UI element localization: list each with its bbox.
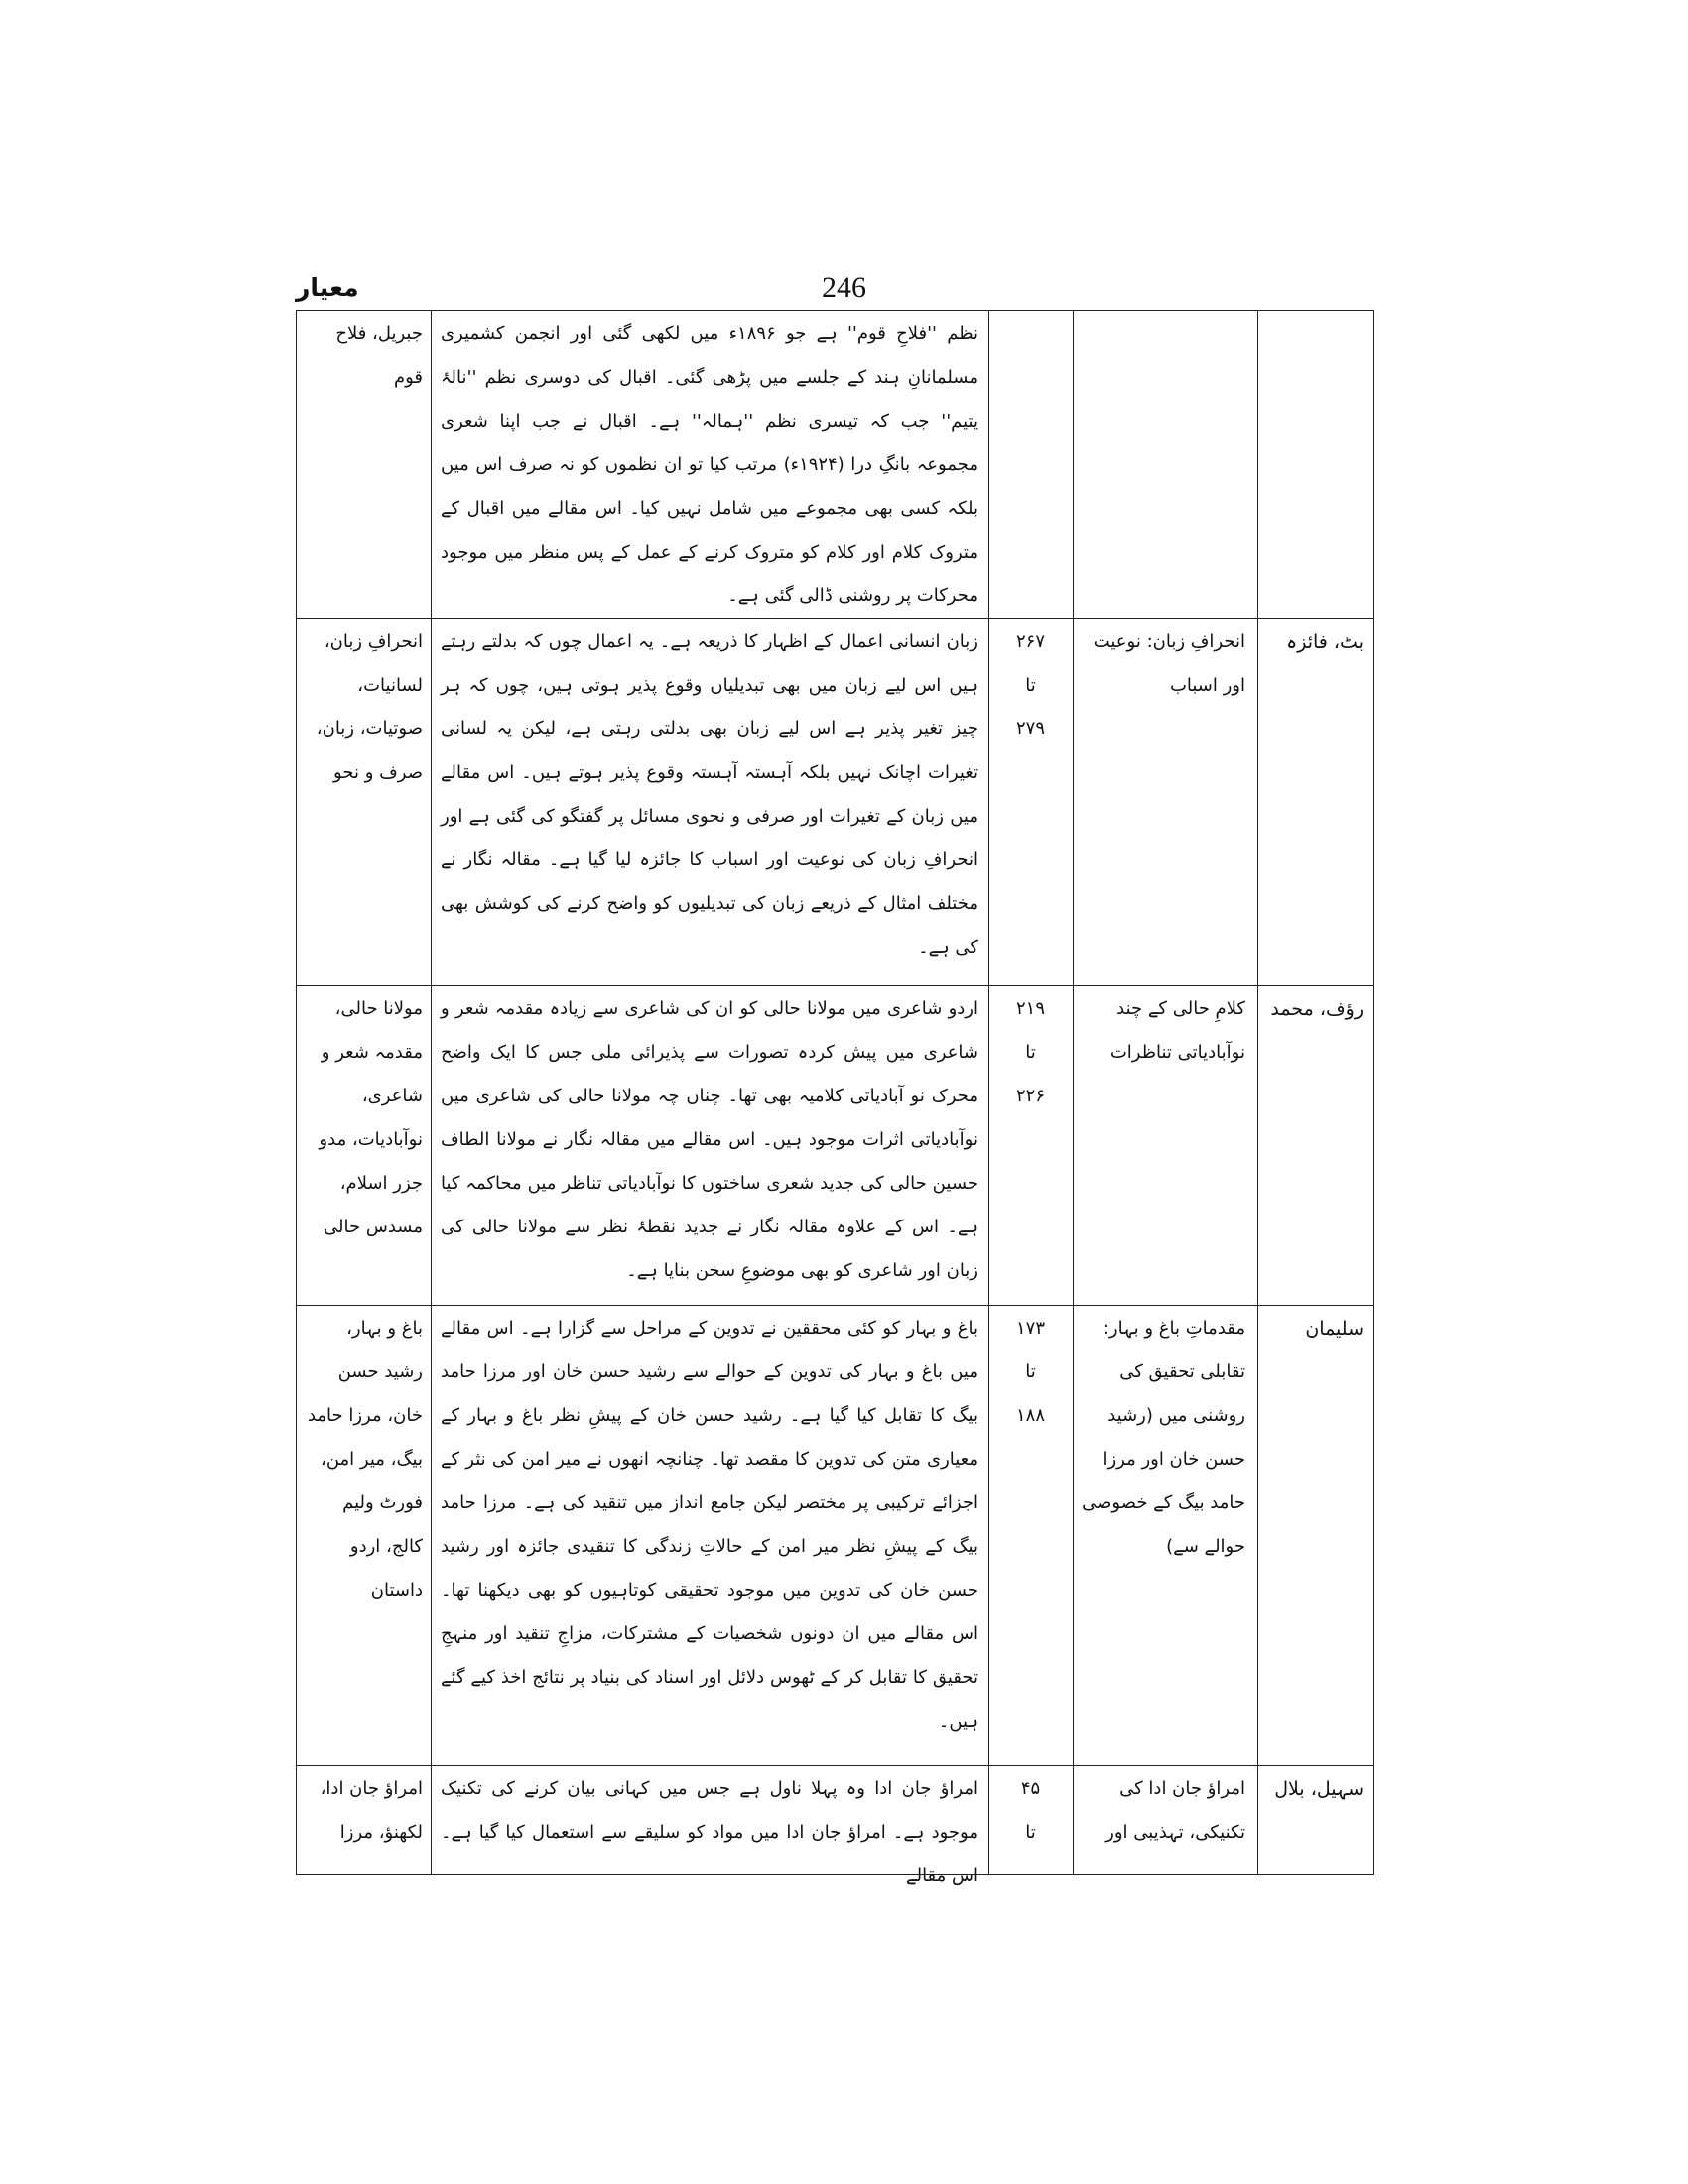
abstract-cell: امراؤ جان ادا وہ پہلا ناول ہے جس میں کہانی بیان کرنے کی تکنیک موجود ہے۔ امراؤ جان ادا میں مواد کو سلیقے سے استعمال کیا گیا ہے۔ اس مقالے (441, 1778, 978, 1886)
abstract-cell: نظم ''فلاحِ قوم'' ہے جو ۱۸۹۶ء میں لکھی گئی اور انجمن کشمیری مسلمانانِ ہند کے جلسے میں پڑھی گئی۔ اقبال کی دوسری نظم ''نالۂ یتیم'' جب کہ تیسری نظم ''ہمالہ'' ہے۔ اقبال نے جب اپنا شعری مجموعہ بانگِ درا (۱۹۲۴ء) مرتب کیا تو ان نظموں کو نہ صرف اس میں بلکہ کسی بھی مجموعے میں شامل نہیں کیا۔ اس مقالے میں اقبال کے متروک کلام اور کلام کو متروک کرنے کے عمل کے پس منظر میں موجود محرکات پر روشنی ڈالی گئی ہے۔ (441, 323, 978, 606)
page-start: ۲۶۷ (1015, 631, 1045, 652)
page-range-word: تا (1025, 1822, 1036, 1843)
author-cell: سہیل، بلال (1274, 1778, 1363, 1800)
running-head-journal-title: معیار (296, 273, 359, 302)
keywords-cell: جبریل، فلاح قوم (335, 323, 423, 388)
page-start: ۱۷۳ (1015, 1318, 1045, 1339)
author-cell: بٹ، فائزہ (1286, 631, 1363, 653)
pages-cell (988, 985, 1073, 1305)
abstract-cell: باغ و بہار کو کئی محققین نے تدوین کے مراحل سے گزارا ہے۔ اس مقالے میں باغ و بہار کی تدوین کے حوالے سے رشید حسن خان اور مرزا حامد بیگ کا تقابل کیا گیا ہے۔ رشید حسن خان کے پیشِ نظر باغ و بہار کے معیاری متن کی تدوین کا مقصد تھا۔ چنانچہ انھوں نے میر امن کی نثر کے اجزائے ترکیبی پر مختصر لیکن جامع انداز میں تنقید کی ہے۔ مرزا حامد بیگ کے پیشِ نظر میر امن کے حالاتِ زندگی کا تنقیدی جائزہ اور رشید حسن خان کی تدوین میں موجود تحقیقی کوتاہیوں کو بھی دیکھنا تھا۔ اس مقالے میں ان دونوں شخصیات کے مشترکات، مزاجِ تنقید اور منہجِ تحقیق کا تقابل کر کے ٹھوس دلائل اور اسناد کی بنیاد پر نتائج اخذ کیے گئے ہیں۔ (441, 1318, 978, 1732)
page-end: ۱۸۸ (1015, 1405, 1045, 1426)
keywords-cell: امراؤ جان ادا، لکھنؤ، مرزا (320, 1778, 423, 1843)
catalogue-table (296, 310, 1374, 1886)
author-cell: سلیمان (1305, 1318, 1363, 1340)
pages-cell (988, 1305, 1073, 1765)
keywords-cell: باغ و بہار، رشید حسن خان، مرزا حامد بیگ، میر امن، فورٹ ولیم کالج، اردو داستان (307, 1318, 423, 1601)
title-cell (1073, 311, 1257, 618)
page-start: ۲۱۹ (1015, 998, 1045, 1019)
title-cell: انحرافِ زبان: نوعیت اور اسباب (1093, 631, 1245, 696)
pages-cell (988, 618, 1073, 985)
title-cell: کلامِ حالی کے چند نوآبادیاتی تناظرات (1109, 998, 1245, 1063)
page-start: ۴۵ (1020, 1778, 1041, 1799)
title-cell: امراؤ جان ادا کی تکنیکی، تہذیبی اور (1105, 1778, 1245, 1843)
pages-cell (988, 311, 1073, 618)
page-range-word: تا (1025, 675, 1036, 696)
keywords-cell: انحرافِ زبان، لسانیات، صوتیات، زبان، صرف و نحو (316, 631, 423, 783)
page-end: ۲۲۶ (1015, 1086, 1045, 1106)
abstract-cell: زبان انسانی اعمال کے اظہار کا ذریعہ ہے۔ یہ اعمال چوں کہ بدلتے رہتے ہیں اس لیے زبان میں بھی تبدیلیاں وقوع پذیر ہوتی ہیں، چوں کہ ہر چیز تغیر پذیر ہے اس لیے زبان بھی بدلتی رہتی ہے، لیکن یہ لسانی تغیرات اچانک نہیں بلکہ آہستہ آہستہ وقوع پذیر ہوتے ہیں۔ اس مقالے میں زبان کے تغیرات اور صرفی و نحوی مسائل پر گفتگو کی گئی ہے اور انحرافِ زبان کی نوعیت اور اسباب کا جائزہ لیا گیا ہے۔ مقالہ نگار نے مختلف امثال کے ذریعے زبان کی تبدیلیوں کو واضح کرنے کی کوشش بھی کی ہے۔ (441, 631, 978, 958)
page-end: ۲۷۹ (1015, 718, 1045, 739)
abstract-cell: اردو شاعری میں مولانا حالی کو ان کی شاعری سے زیادہ مقدمہ شعر و شاعری میں پیش کردہ تصورات سے پذیرائی ملی جس کا ایک واضح محرک نو آبادیاتی کلامیہ بھی تھا۔ چناں چہ مولانا حالی کی شاعری میں نوآبادیاتی اثرات موجود ہیں۔ اس مقالے میں مقالہ نگار نے مولانا الطاف حسین حالی کی جدید شعری ساختوں کا نوآبادیاتی تناظر میں محاکمہ کیا ہے۔ اس کے علاوہ مقالہ نگار نے جدید نقطۂ نظر سے مولانا حالی کی زبان اور شاعری کو بھی موضوعِ سخن بنایا ہے۔ (441, 998, 978, 1281)
page-range-word: تا (1025, 1361, 1036, 1382)
page-number: 246 (822, 271, 866, 304)
title-cell: مقدماتِ باغ و بہار: تقابلی تحقیق کی روشنی میں (رشید حسن خان اور مرزا حامد بیگ کے خصوصی حوالے سے) (1082, 1318, 1245, 1557)
pages-cell (988, 1765, 1073, 1874)
author-cell: رؤف، محمد (1270, 998, 1363, 1020)
author-cell (1257, 311, 1375, 618)
keywords-cell: مولانا حالی، مقدمہ شعر و شاعری، نوآبادیات، مدو جزر اسلام، مسدس حالی (319, 998, 423, 1237)
page-range-word: تا (1025, 1042, 1036, 1063)
